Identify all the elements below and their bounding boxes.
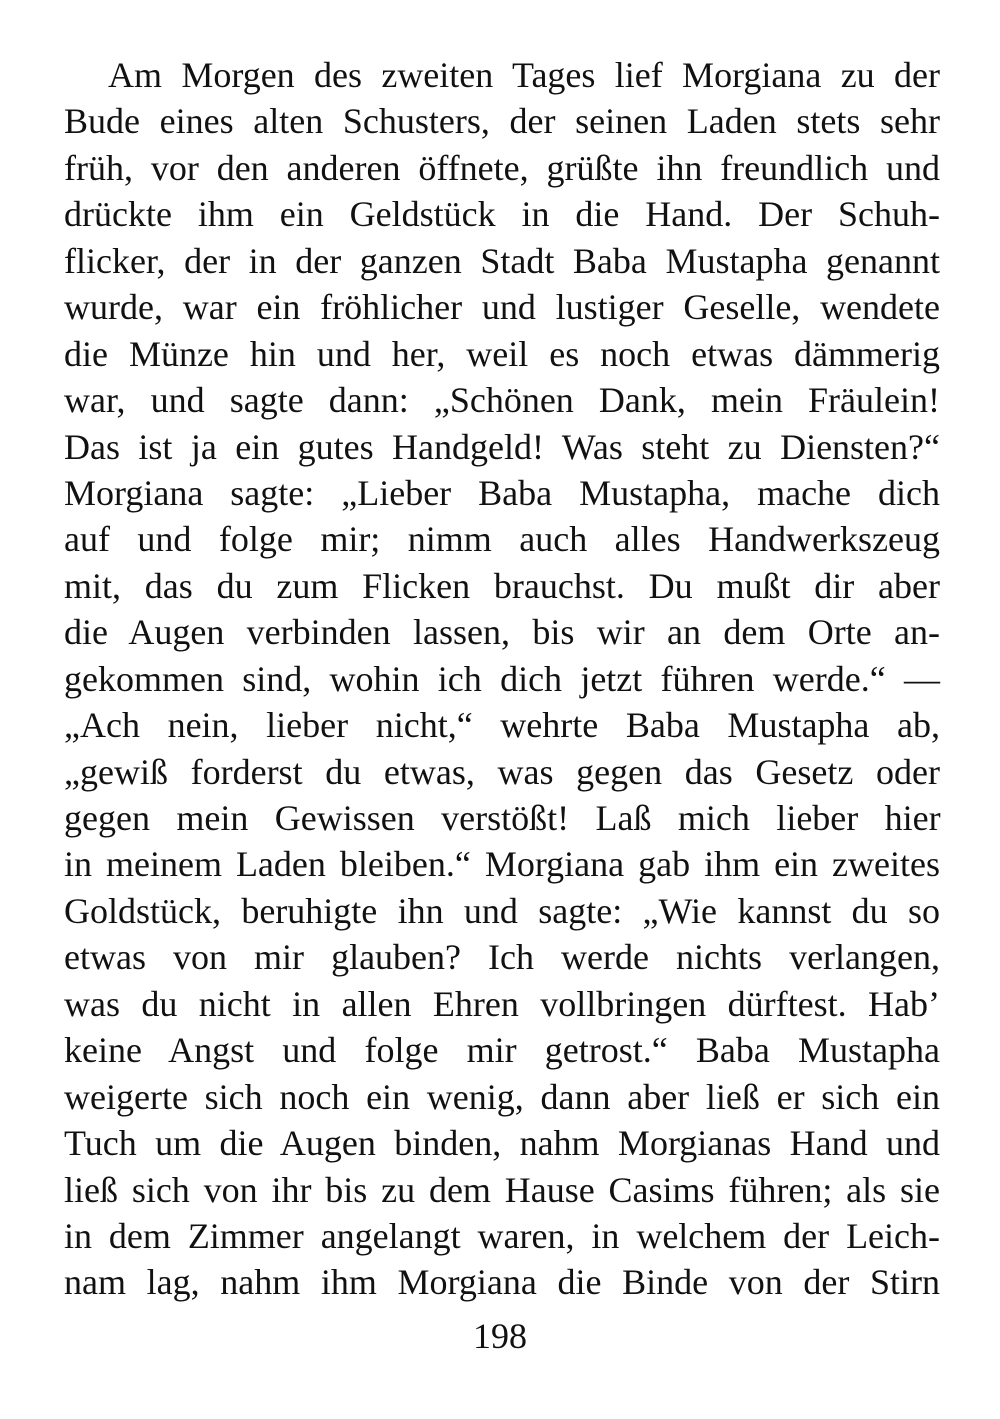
text-line: mit, das du zum Flicken brauchst. Du mußt dir aber [64,565,940,606]
text-line: gegen mein Gewissen verstößt! Laß mich lieber hier [64,798,940,838]
text-line: Tuch um die Augen binden, nahm Morgianas Hand und [64,1123,940,1164]
text-line: in meinem Laden bleiben.“ Morgiana gab ihm ein zweites [64,844,940,885]
text-line: war, und sagte dann: „Schönen Dank, mein Fräulein! [64,380,940,421]
text-line: in dem Zimmer angelangt waren, in welchem der Leich- [64,1215,940,1256]
page-number: 198 [473,1316,527,1356]
text-line: flicker, der in der ganzen Stadt Baba Mustapha genannt [64,240,940,281]
text-line: „Ach nein, lieber nicht,“ wehrte Baba Mustapha ab, [64,705,940,746]
text-line: ließ sich von ihr bis zu dem Hause Casims führen; als sie [64,1169,940,1210]
text-line: Goldstück, beruhigte ihn und sagte: „Wie kannst du so [64,890,940,931]
text-line: „gewiß forderst du etwas, was gegen das Gesetz oder [64,751,940,792]
text-line: Morgiana sagte: „Lieber Baba Mustapha, mache dich [64,472,940,513]
text-line: Das ist ja ein gutes Handgeld! Was steht zu Diensten?“ [64,426,940,467]
text-line: früh, vor den anderen öffnete, grüßte ihn freundlich und [64,147,940,188]
text-line: wurde, war ein fröhlicher und lustiger Geselle, wendete [64,287,940,328]
text-line: weigerte sich noch ein wenig, dann aber ließ er sich ein [64,1076,940,1117]
text-line: Bude eines alten Schusters, der seinen Laden stets sehr [64,101,940,142]
text-line: nam lag, nahm ihm Morgiana die Binde von der Stirn [64,1262,940,1303]
text-line: etwas von mir glauben? Ich werde nichts verlangen, [64,937,940,978]
text-line: was du nicht in allen Ehren vollbringen dürftest. Hab’ [64,983,940,1024]
text-line: drückte ihm ein Geldstück in die Hand. Der Schuh- [64,194,940,235]
text-line: gekommen sind, wohin ich dich jetzt führen werde.“ — [64,658,940,699]
text-line: auf und folge mir; nimm auch alles Handwerkszeug [64,519,940,560]
text-line: Am Morgen des zweiten Tages lief Morgiana zu der [108,55,940,95]
text-line: die Augen verbinden lassen, bis wir an dem Orte an- [64,612,940,653]
text-line: die Münze hin und her, weil es noch etwas dämmerig [64,333,940,374]
text-line: keine Angst und folge mir getrost.“ Baba Mustapha [64,1030,940,1071]
body-text [64,52,940,1306]
